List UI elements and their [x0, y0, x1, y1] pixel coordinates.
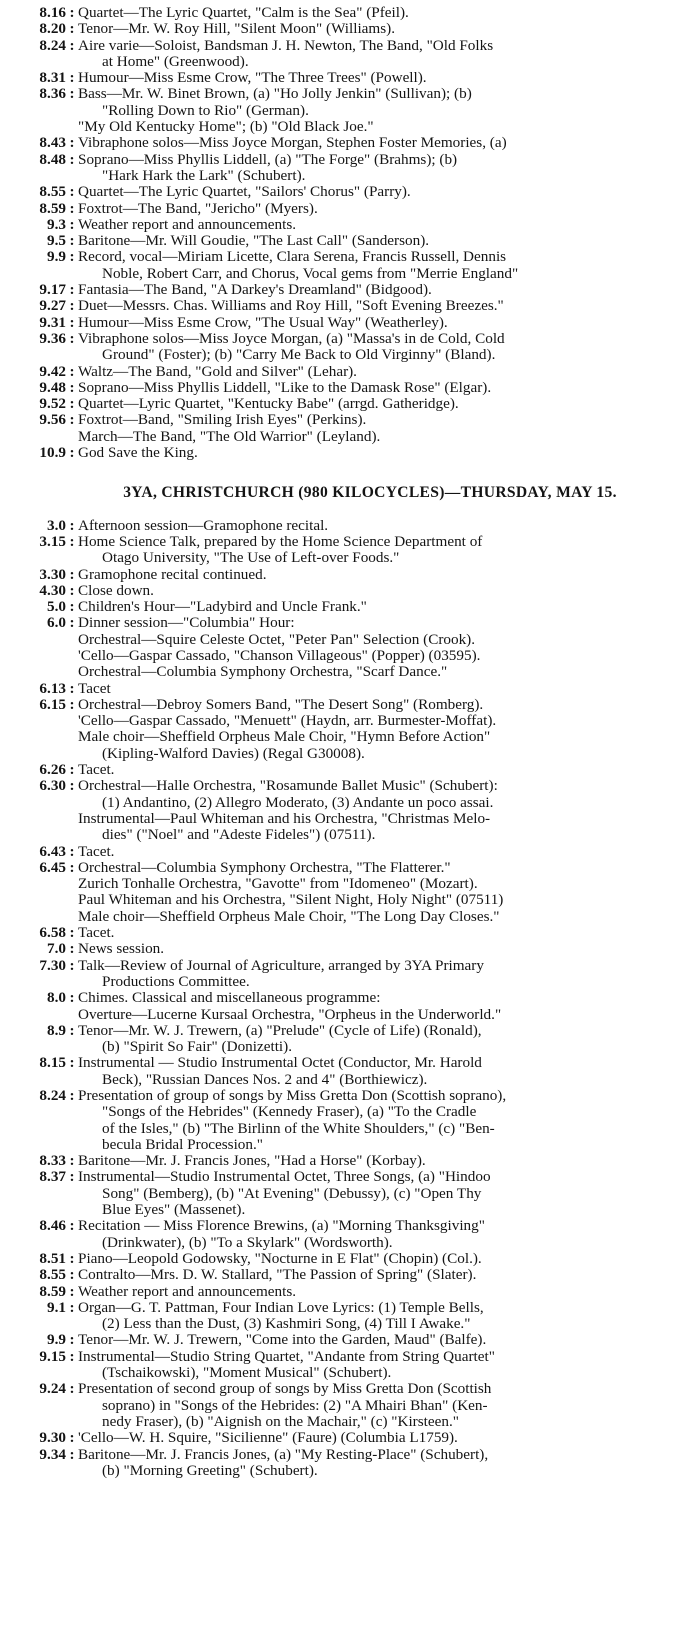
entry-line: Presentation of second group of songs by Miss Gretta Don (Scottish — [78, 1380, 492, 1398]
entry-time: 8.59 — [39, 199, 66, 217]
entry-line: Humour—Miss Esme Crow, "The Usual Way" (Weatherley). — [78, 313, 448, 331]
entry-line: Tacet. — [78, 761, 115, 779]
time-separator: : — [69, 329, 75, 347]
entry-time: 6.0 — [47, 614, 66, 632]
programme-entry — [0, 412, 688, 445]
entry-text — [78, 201, 688, 217]
entry-line: Overture—Lucerne Kursaal Orchestra, "Orpheus in the Underworld." — [78, 1005, 502, 1023]
time-separator: : — [69, 1087, 75, 1104]
entry-time: 6.43 — [39, 842, 66, 860]
time-separator: : — [69, 232, 75, 250]
entry-text — [78, 298, 688, 314]
entry-line: Piano—Leopold Godowsky, "Nocturne in E Flat" (Chopin) (Col.). — [78, 1249, 482, 1267]
programme-entry — [0, 445, 688, 461]
entry-time: 8.36 — [39, 85, 66, 103]
programme-entry — [0, 534, 688, 567]
time-separator: : — [69, 1429, 75, 1447]
entry-time: 9.31 — [39, 313, 66, 331]
entry-time: 8.55 — [39, 183, 66, 201]
entry-text — [78, 697, 688, 762]
entry-line: Presentation of group of songs by Miss Gretta Don (Scottish soprano), — [78, 1087, 507, 1104]
programme-entry — [0, 249, 688, 282]
time-separator: : — [69, 69, 75, 87]
entry-text — [78, 844, 688, 860]
time-separator: : — [69, 1249, 75, 1267]
entry-line: (b) "Spirit So Fair" (Donizetti). — [102, 1038, 292, 1056]
entry-time: 8.20 — [39, 20, 66, 38]
time-separator: : — [69, 85, 75, 103]
entry-time: 8.16 — [39, 4, 66, 21]
entry-line: 'Cello—Gaspar Cassado, "Chanson Villageous" (Popper) (03595). — [78, 646, 481, 664]
entry-line: Vibraphone solos—Miss Joyce Morgan, (a) "Massa's in de Cold, Cold — [78, 329, 505, 347]
entry-time: 6.13 — [39, 679, 66, 697]
entry-line: Tacet — [78, 679, 111, 697]
programme-entry — [0, 396, 688, 412]
time-separator: : — [69, 924, 75, 942]
entry-line: Productions Committee. — [102, 972, 250, 990]
entry-time: 8.43 — [39, 134, 66, 152]
time-separator: : — [69, 1021, 75, 1039]
entry-time: 8.24 — [39, 1087, 66, 1104]
programme-entry — [0, 298, 688, 314]
entry-line: (2) Less than the Dust, (3) Kashmiri Song, (4) Till I Awake." — [102, 1315, 471, 1333]
programme-entry — [0, 86, 688, 135]
entry-text — [78, 762, 688, 778]
time-separator: : — [69, 1152, 75, 1170]
time-separator: : — [69, 36, 75, 54]
entry-time: 9.17 — [39, 281, 66, 299]
entry-time: 3.30 — [39, 565, 66, 583]
time-separator: : — [69, 532, 75, 550]
programme-entry — [0, 925, 688, 941]
entry-text — [78, 925, 688, 941]
entry-text — [78, 70, 688, 86]
entry-line: (1) Andantino, (2) Allegro Moderato, (3) Andante un poco assai. — [102, 793, 494, 811]
entry-text — [78, 1332, 688, 1348]
entry-time: 9.3 — [47, 215, 66, 233]
entry-text — [78, 152, 688, 185]
programme-entry — [0, 1430, 688, 1446]
entry-text — [78, 412, 688, 445]
programme-section-3ya — [0, 518, 700, 1480]
programme-entry — [0, 583, 688, 599]
entry-text — [78, 184, 688, 200]
entry-line: (Drinkwater), (b) "To a Skylark" (Wordsworth). — [102, 1233, 393, 1251]
entry-line: Male choir—Sheffield Orpheus Male Choir, "Hymn Before Action" — [78, 728, 491, 746]
entry-line: Afternoon session—Gramophone recital. — [78, 516, 329, 534]
time-separator: : — [69, 956, 75, 974]
time-separator: : — [69, 516, 75, 534]
entry-text — [78, 1153, 688, 1169]
entry-line: Orchestral—Squire Celeste Octet, "Peter Pan" Selection (Crook). — [78, 630, 476, 648]
programme-entry — [0, 233, 688, 249]
entry-line: nedy Fraser), (b) "Aignish on the Machair," (c) "Kirsteen." — [102, 1412, 459, 1430]
entry-line: Recitation — Miss Florence Brewins, (a) "Morning Thanksgiving" — [78, 1217, 485, 1235]
entry-line: Chimes. Classical and miscellaneous programme: — [78, 989, 381, 1007]
entry-text — [78, 599, 688, 615]
entry-time: 8.33 — [39, 1152, 66, 1170]
entry-line: Foxtrot—The Band, "Jericho" (Myers). — [78, 199, 318, 217]
time-separator: : — [69, 581, 75, 599]
entry-time: 3.15 — [39, 532, 66, 550]
entry-line: Baritone—Mr. J. Francis Jones, "Had a Horse" (Korbay). — [78, 1152, 426, 1170]
programme-entry — [0, 380, 688, 396]
time-separator: : — [69, 1054, 75, 1072]
entry-line: 'Cello—W. H. Squire, "Sicilienne" (Faure) (Columbia L1759). — [78, 1429, 458, 1447]
programme-section-continued — [0, 0, 700, 461]
entry-line: Song" (Bemberg), (b) "At Evening" (Debussy), (c) "Open Thy — [102, 1184, 482, 1202]
entry-line: Tenor—Mr. W. J. Trewern, (a) "Prelude" (Cycle of Life) (Ronald), — [78, 1021, 482, 1039]
entry-line: God Save the King. — [78, 444, 198, 462]
entry-time: 9.48 — [39, 378, 66, 396]
entry-line: Noble, Robert Carr, and Chorus, Vocal gems from "Merrie England" — [102, 264, 519, 282]
entry-line: Soprano—Miss Phyllis Liddell, (a) "The Forge" (Brahms); (b) — [78, 150, 458, 168]
entry-time: 6.15 — [39, 695, 66, 713]
entry-text — [78, 615, 688, 680]
entry-time: 6.45 — [39, 858, 66, 876]
entry-time: 8.51 — [39, 1249, 66, 1267]
time-separator: : — [69, 20, 75, 38]
entry-line: Soprano—Miss Phyllis Liddell, "Like to the Damask Rose" (Elgar). — [78, 378, 492, 396]
entry-text — [78, 5, 688, 21]
programme-entry — [0, 1447, 688, 1480]
programme-entry — [0, 941, 688, 957]
entry-line: of the Isles," (b) "The Birlinn of the White Shoulders," (c) "Ben- — [102, 1119, 495, 1137]
entry-time: 9.27 — [39, 297, 66, 315]
programme-entry — [0, 990, 688, 1023]
entry-text — [78, 958, 688, 991]
entry-line: Gramophone recital continued. — [78, 565, 267, 583]
entry-line: (Kipling-Walford Davies) (Regal G30008). — [102, 744, 365, 762]
entry-time: 6.30 — [39, 777, 66, 795]
entry-line: Male choir—Sheffield Orpheus Male Choir, "The Long Day Closes." — [78, 907, 500, 925]
time-separator: : — [69, 150, 75, 168]
entry-time: 9.9 — [47, 248, 66, 266]
entry-time: 8.31 — [39, 69, 66, 87]
programme-entry — [0, 217, 688, 233]
programme-entry — [0, 1055, 688, 1088]
entry-text — [78, 1251, 688, 1267]
entry-line: Otago University, "The Use of Left-over Foods." — [102, 549, 400, 567]
time-separator: : — [69, 1266, 75, 1284]
entry-line: Contralto—Mrs. D. W. Stallard, "The Passion of Spring" (Slater). — [78, 1266, 477, 1284]
entry-line: Home Science Talk, prepared by the Home Science Department of — [78, 532, 483, 550]
programme-entry — [0, 1088, 688, 1153]
time-separator: : — [69, 444, 75, 462]
entry-line: Weather report and announcements. — [78, 215, 297, 233]
programme-entry — [0, 135, 688, 151]
entry-text — [78, 217, 688, 233]
entry-line: Quartet—The Lyric Quartet, "Calm is the Sea" (Pfeil). — [78, 4, 409, 21]
entry-time: 9.5 — [47, 232, 66, 250]
time-separator: : — [69, 761, 75, 779]
time-separator: : — [69, 695, 75, 713]
entry-time: 8.48 — [39, 150, 66, 168]
entry-line: Orchestral—Columbia Symphony Orchestra, "The Flatterer." — [78, 858, 451, 876]
entry-time: 9.1 — [47, 1298, 66, 1316]
time-separator: : — [69, 1298, 75, 1316]
entry-time: 10.9 — [39, 444, 66, 462]
entry-text — [78, 21, 688, 37]
entry-text — [78, 518, 688, 534]
entry-time: 7.30 — [39, 956, 66, 974]
entry-time: 8.9 — [47, 1021, 66, 1039]
programme-entry — [0, 697, 688, 762]
programme-entry — [0, 152, 688, 185]
entry-time: 9.52 — [39, 395, 66, 413]
time-separator: : — [69, 4, 75, 21]
entry-line: Talk—Review of Journal of Agriculture, arranged by 3YA Primary — [78, 956, 484, 974]
programme-entry — [0, 70, 688, 86]
programme-entry — [0, 184, 688, 200]
entry-text — [78, 249, 688, 282]
time-separator: : — [69, 940, 75, 958]
entry-text — [78, 86, 688, 135]
programme-entry — [0, 1267, 688, 1283]
programme-entry — [0, 1381, 688, 1430]
time-separator: : — [69, 989, 75, 1007]
programme-entry — [0, 567, 688, 583]
entry-line: Instrumental—Studio Instrumental Octet, Three Songs, (a) "Hindoo — [78, 1168, 491, 1186]
entry-time: 9.42 — [39, 362, 66, 380]
entry-line: Orchestral—Columbia Symphony Orchestra, "Scarf Dance." — [78, 663, 448, 681]
time-separator: : — [69, 1347, 75, 1365]
programme-entry — [0, 201, 688, 217]
entry-line: Humour—Miss Esme Crow, "The Three Trees" (Powell). — [78, 69, 427, 87]
entry-line: Baritone—Mr. J. Francis Jones, (a) "My Resting-Place" (Schubert), — [78, 1445, 489, 1463]
entry-text — [78, 396, 688, 412]
time-separator: : — [69, 614, 75, 632]
entry-line: "Rolling Down to Rio" (German). — [102, 101, 309, 119]
time-separator: : — [69, 313, 75, 331]
entry-text — [78, 778, 688, 843]
entry-time: 9.9 — [47, 1331, 66, 1349]
entry-line: Tacet. — [78, 924, 115, 942]
programme-entry — [0, 315, 688, 331]
entry-line: Zurich Tonhalle Orchestra, "Gavotte" from "Idomeneo" (Mozart). — [78, 875, 478, 893]
entry-line: at Home" (Greenwood). — [102, 52, 249, 70]
entry-line: Waltz—The Band, "Gold and Silver" (Lehar). — [78, 362, 357, 380]
entry-text — [78, 364, 688, 380]
entry-line: Foxtrot—Band, "Smiling Irish Eyes" (Perkins). — [78, 411, 367, 429]
programme-entry — [0, 1284, 688, 1300]
entry-text — [78, 567, 688, 583]
entry-time: 4.30 — [39, 581, 66, 599]
time-separator: : — [69, 378, 75, 396]
entry-line: Orchestral—Halle Orchestra, "Rosamunde Ballet Music" (Schubert): — [78, 777, 498, 795]
entry-time: 9.24 — [39, 1380, 66, 1398]
programme-entry — [0, 615, 688, 680]
entry-text — [78, 38, 688, 71]
entry-line: Paul Whiteman and his Orchestra, "Silent Night, Holy Night" (07511) — [78, 891, 504, 909]
time-separator: : — [69, 1380, 75, 1398]
programme-entry — [0, 518, 688, 534]
entry-text — [78, 282, 688, 298]
programme-entry — [0, 1169, 688, 1218]
entry-line: Instrumental — Studio Instrumental Octet (Conductor, Mr. Harold — [78, 1054, 482, 1072]
time-separator: : — [69, 411, 75, 429]
entry-line: Instrumental—Paul Whiteman and his Orchestra, "Christmas Melo- — [78, 809, 491, 827]
entry-line: Close down. — [78, 581, 154, 599]
entry-line: dies" ("Noel" and "Adeste Fideles") (07511). — [102, 826, 376, 844]
entry-text — [78, 1381, 688, 1430]
entry-text — [78, 941, 688, 957]
entry-time: 5.0 — [47, 598, 66, 616]
time-separator: : — [69, 1331, 75, 1349]
entry-line: Blue Eyes" (Massenet). — [102, 1201, 246, 1219]
entry-time: 8.0 — [47, 989, 66, 1007]
entry-line: Beck), "Russian Dances Nos. 2 and 4" (Borthiewicz). — [102, 1070, 428, 1088]
programme-entry — [0, 21, 688, 37]
entry-time: 9.56 — [39, 411, 66, 429]
time-separator: : — [69, 395, 75, 413]
time-separator: : — [69, 297, 75, 315]
entry-text — [78, 445, 688, 461]
entry-line: Weather report and announcements. — [78, 1282, 297, 1300]
time-separator: : — [69, 1217, 75, 1235]
entry-line: Instrumental—Studio String Quartet, "Andante from String Quartet" — [78, 1347, 495, 1365]
entry-text — [78, 990, 688, 1023]
time-separator: : — [69, 183, 75, 201]
programme-entry — [0, 1300, 688, 1333]
entry-time: 8.59 — [39, 1282, 66, 1300]
entry-line: Quartet—The Lyric Quartet, "Sailors' Chorus" (Parry). — [78, 183, 411, 201]
entry-time: 8.55 — [39, 1266, 66, 1284]
time-separator: : — [69, 134, 75, 152]
programme-entry — [0, 778, 688, 843]
programme-entry — [0, 958, 688, 991]
entry-time: 8.46 — [39, 1217, 66, 1235]
entry-text — [78, 380, 688, 396]
time-separator: : — [69, 362, 75, 380]
entry-text — [78, 1447, 688, 1480]
time-separator: : — [69, 248, 75, 266]
entry-text — [78, 1284, 688, 1300]
entry-line: Record, vocal—Miriam Licette, Clara Serena, Francis Russell, Dennis — [78, 248, 507, 266]
entry-text — [78, 135, 688, 151]
entry-time: 6.58 — [39, 924, 66, 942]
entry-line: (b) "Morning Greeting" (Schubert). — [102, 1461, 318, 1479]
time-separator: : — [69, 199, 75, 217]
entry-line: Vibraphone solos—Miss Joyce Morgan, Stephen Foster Memories, (a) — [78, 134, 507, 152]
entry-text — [78, 1169, 688, 1218]
programme-entry — [0, 1349, 688, 1382]
entry-line: "My Old Kentucky Home"; (b) "Old Black Joe." — [78, 118, 374, 136]
programme-entry — [0, 1218, 688, 1251]
entry-line: Tenor—Mr. W. Roy Hill, "Silent Moon" (Williams). — [78, 20, 395, 38]
entry-line: becula Bridal Procession." — [102, 1135, 263, 1153]
entry-text — [78, 1300, 688, 1333]
entry-time: 9.30 — [39, 1429, 66, 1447]
entry-text — [78, 1023, 688, 1056]
entry-line: Organ—G. T. Pattman, Four Indian Love Lyrics: (1) Temple Bells, — [78, 1298, 484, 1316]
entry-text — [78, 1349, 688, 1382]
programme-entry — [0, 860, 688, 925]
entry-line: "Hark Hark the Lark" (Schubert). — [102, 166, 306, 184]
entry-line: Dinner session—"Columbia" Hour: — [78, 614, 295, 632]
entry-line: Tacet. — [78, 842, 115, 860]
entry-time: 9.15 — [39, 1347, 66, 1365]
entry-text — [78, 331, 688, 364]
time-separator: : — [69, 842, 75, 860]
entry-line: Bass—Mr. W. Binet Brown, (a) "Ho Jolly Jenkin" (Sullivan); (b) — [78, 85, 472, 103]
entry-time: 3.0 — [47, 516, 66, 534]
entry-line: Ground" (Foster); (b) "Carry Me Back to Old Virginny" (Bland). — [102, 346, 496, 364]
time-separator: : — [69, 679, 75, 697]
entry-time: 8.24 — [39, 36, 66, 54]
time-separator: : — [69, 598, 75, 616]
programme-entry — [0, 331, 688, 364]
entry-line: "Songs of the Hebrides" (Kennedy Fraser), (a) "To the Cradle — [102, 1103, 477, 1121]
entry-line: Orchestral—Debroy Somers Band, "The Desert Song" (Romberg). — [78, 695, 484, 713]
programme-entry — [0, 1023, 688, 1056]
programme-entry — [0, 599, 688, 615]
entry-text — [78, 681, 688, 697]
programme-entry — [0, 5, 688, 21]
entry-text — [78, 1218, 688, 1251]
programme-entry — [0, 1332, 688, 1348]
entry-line: soprano) in "Songs of the Hebrides: (2) "A Mhairi Bhan" (Ken- — [102, 1396, 488, 1414]
time-separator: : — [69, 281, 75, 299]
time-separator: : — [69, 1282, 75, 1300]
entry-text — [78, 1430, 688, 1446]
entry-line: News session. — [78, 940, 165, 958]
entry-line: Duet—Messrs. Chas. Williams and Roy Hill, "Soft Evening Breezes." — [78, 297, 504, 315]
entry-time: 9.36 — [39, 329, 66, 347]
entry-line: Tenor—Mr. W. J. Trewern, "Come into the Garden, Maud" (Balfe). — [78, 1331, 487, 1349]
time-separator: : — [69, 777, 75, 795]
station-heading: 3YA, CHRISTCHURCH (980 KILOCYCLES)—THURSDAY, MAY 15. — [123, 484, 617, 502]
entry-line: March—The Band, "The Old Warrior" (Leyland). — [78, 427, 381, 445]
entry-time: 6.26 — [39, 761, 66, 779]
programme-entry — [0, 282, 688, 298]
entry-text — [78, 860, 688, 925]
entry-time: 7.0 — [47, 940, 66, 958]
entry-line: Children's Hour—"Ladybird and Uncle Frank." — [78, 598, 367, 616]
programme-entry — [0, 1153, 688, 1169]
programme-entry — [0, 762, 688, 778]
programme-entry — [0, 38, 688, 71]
entry-line: Fantasia—The Band, "A Darkey's Dreamland" (Bidgood). — [78, 281, 432, 299]
entry-line: (Tschaikowski), "Moment Musical" (Schubert). — [102, 1364, 392, 1382]
time-separator: : — [69, 1168, 75, 1186]
entry-time: 8.37 — [39, 1168, 66, 1186]
programme-entry — [0, 681, 688, 697]
time-separator: : — [69, 1445, 75, 1463]
programme-entry — [0, 844, 688, 860]
programme-entry — [0, 1251, 688, 1267]
entry-time: 9.34 — [39, 1445, 66, 1463]
entry-text — [78, 583, 688, 599]
time-separator: : — [69, 565, 75, 583]
entry-text — [78, 1055, 688, 1088]
entry-text — [78, 1267, 688, 1283]
entry-text — [78, 1088, 688, 1153]
entry-line: Quartet—Lyric Quartet, "Kentucky Babe" (arrgd. Gatheridge). — [78, 395, 459, 413]
time-separator: : — [69, 858, 75, 876]
entry-line: Aire varie—Soloist, Bandsman J. H. Newton, The Band, "Old Folks — [78, 36, 494, 54]
programme-entry — [0, 364, 688, 380]
time-separator: : — [69, 215, 75, 233]
entry-text — [78, 534, 688, 567]
entry-line: Baritone—Mr. Will Goudie, "The Last Call" (Sanderson). — [78, 232, 430, 250]
entry-line: 'Cello—Gaspar Cassado, "Menuett" (Haydn, arr. Burmester-Moffat). — [78, 712, 497, 730]
entry-text — [78, 233, 688, 249]
entry-time: 8.15 — [39, 1054, 66, 1072]
entry-text — [78, 315, 688, 331]
